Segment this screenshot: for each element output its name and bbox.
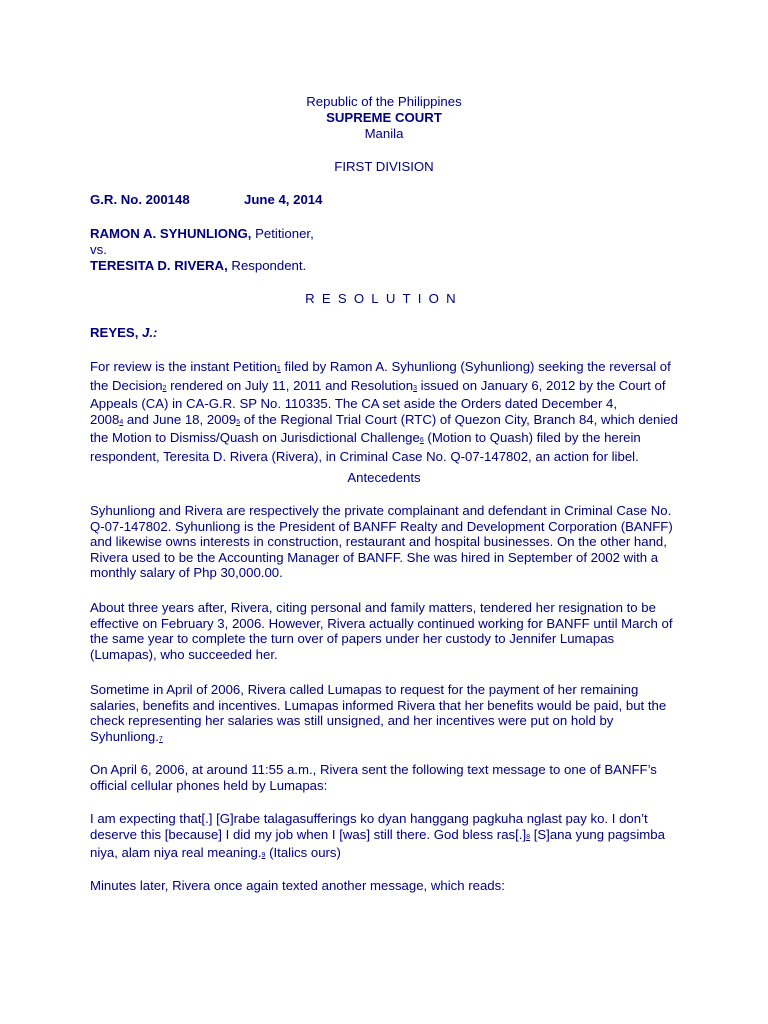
petitioner-role: Petitioner, — [251, 226, 314, 241]
text-line: Rivera used to be the Accounting Manager of BANFF. She was hired in September of 2002 with a — [90, 549, 659, 565]
text-line — [90, 698, 730, 714]
text-segment: rendered on July 11, 2011 and Resolution — [166, 377, 414, 393]
petitioner-name: RAMON A. SYHUNLIONG, — [90, 226, 252, 241]
paragraph-1 — [90, 359, 730, 465]
footnote-link[interactable]: 1 — [276, 366, 281, 373]
text-segment: check representing her salaries was still unsigned, and her incentives were put on hold by — [90, 713, 614, 729]
footnote-link[interactable]: 6 — [419, 437, 424, 445]
text-segment: (Motion to Quash) filed by the herein — [423, 430, 641, 446]
gr-number: G.R. No. 200148 — [90, 192, 190, 207]
text-segment: and June 18, 2009 — [123, 411, 237, 427]
text-segment: issued on January 6, 2012 by the Court of — [416, 377, 666, 393]
text-line — [90, 827, 730, 846]
text-line — [90, 845, 730, 864]
text-segment: niya, alam niya real meaning. — [90, 845, 262, 861]
text-line — [90, 378, 730, 397]
decision-date: June 4, 2014 — [244, 192, 323, 207]
text-line — [90, 729, 730, 748]
text-segment: salaries, benefits and incentives. Lumapas informed Rivera that her benefits would be paid, but the — [90, 697, 667, 713]
paragraph-7: Minutes later, Rivera once again texted another message, which reads: — [90, 878, 505, 893]
paragraph-3 — [90, 600, 730, 662]
text-segment: Syhunliong. — [90, 728, 159, 744]
paragraph-6-quote — [90, 811, 730, 864]
republic-heading: Republic of the Philippines — [306, 94, 462, 109]
text-line — [90, 682, 730, 698]
text-line: Q-07-147802. Syhunliong is the President of BANFF Realty and Development Corporation (BANFF) — [90, 518, 673, 534]
respondent-name: TERESITA D. RIVERA, — [90, 258, 228, 273]
text-segment: 2008 — [90, 411, 120, 427]
text-segment: deserve this [because] I did my job when I [was] still there. God bless ras[.] — [90, 826, 527, 842]
court-heading: SUPREME COURT — [326, 110, 442, 125]
text-line — [90, 396, 730, 412]
petitioner-line — [90, 226, 314, 242]
footnote-link[interactable]: 8 — [526, 833, 531, 841]
footnote-link[interactable]: 2 — [162, 384, 167, 392]
text-segment: [S]ana yung pagsimba — [530, 826, 665, 842]
text-segment: Sometime in April of 2006, Rivera called Lumapas to request for the payment of her remaining — [90, 682, 639, 697]
footnote-link[interactable]: 7 — [158, 735, 163, 743]
footnote-link[interactable]: 4 — [119, 418, 124, 426]
text-line: About three years after, Rivera, citing personal and family matters, tendered her resignation to be — [90, 600, 656, 615]
text-line: monthly salary of Php 30,000.00. — [90, 565, 283, 581]
paragraph-4 — [90, 682, 730, 747]
paragraph-5 — [90, 762, 730, 793]
text-line — [90, 713, 730, 729]
text-line: the same year to complete the turn over of papers under her custody to Jennifer Lumapas — [90, 631, 615, 647]
text-segment: of the Regional Trial Court (RTC) of Quezon City, Branch 84, which denied — [240, 411, 678, 427]
text-segment: respondent, Teresita D. Rivera (Rivera), in Criminal Case No. Q-07-147802, an action for libel. — [90, 448, 639, 464]
text-line — [90, 412, 730, 431]
text-line — [90, 430, 730, 449]
division-heading: FIRST DIVISION — [334, 159, 434, 174]
footnote-link[interactable]: 3 — [413, 384, 417, 392]
ponente-title: J.: — [142, 325, 158, 340]
text-line: (Lumapas), who succeeded her. — [90, 646, 278, 662]
antecedents-heading: Antecedents — [347, 470, 421, 485]
text-line: official cellular phones held by Lumapas: — [90, 777, 328, 793]
respondent-role: Respondent. — [227, 258, 307, 273]
respondent-line — [90, 258, 306, 274]
ponente-name: REYES, — [90, 325, 143, 340]
versus: vs. — [90, 242, 107, 257]
city-heading: Manila — [364, 126, 404, 141]
text-line: On April 6, 2006, at around 11:55 a.m., Rivera sent the following text message to one of BANFF’s — [90, 762, 657, 777]
text-segment: the Motion to Dismiss/Quash on Jurisdictional Challenge — [90, 430, 420, 446]
text-segment: For review is the instant Petition — [90, 359, 277, 374]
text-line — [90, 449, 730, 465]
text-line: Syhunliong and Rivera are respectively the private complainant and defendant in Criminal Case No. — [90, 503, 672, 518]
text-line: and likewise owns interests in construction, restaurant and hospital businesses. On the other hand, — [90, 534, 667, 550]
footnote-link[interactable]: 9 — [261, 852, 266, 860]
text-segment: (Italics ours) — [265, 845, 341, 861]
text-segment: Appeals (CA) in CA-G.R. SP No. 110335. The CA set aside the Orders dated December 4, — [90, 396, 618, 412]
resolution-title: RESOLUTION — [305, 291, 463, 306]
text-segment: I am expecting that[.] [G]rabe talagasufferings ko dyan hanggang pagkuha nglast pay ko. I don’t — [90, 811, 648, 826]
text-line: effective on February 3, 2006. However, Rivera actually continued working for BANFF until March of — [90, 615, 673, 631]
footnote-link[interactable]: 5 — [236, 418, 241, 426]
text-line — [90, 811, 730, 827]
text-segment: the Decision — [90, 377, 163, 393]
paragraph-2 — [90, 503, 730, 581]
text-line — [90, 359, 730, 378]
ponente — [90, 325, 157, 341]
text-segment: filed by Ramon A. Syhunliong (Syhunliong) seeking the reversal of — [280, 359, 671, 374]
